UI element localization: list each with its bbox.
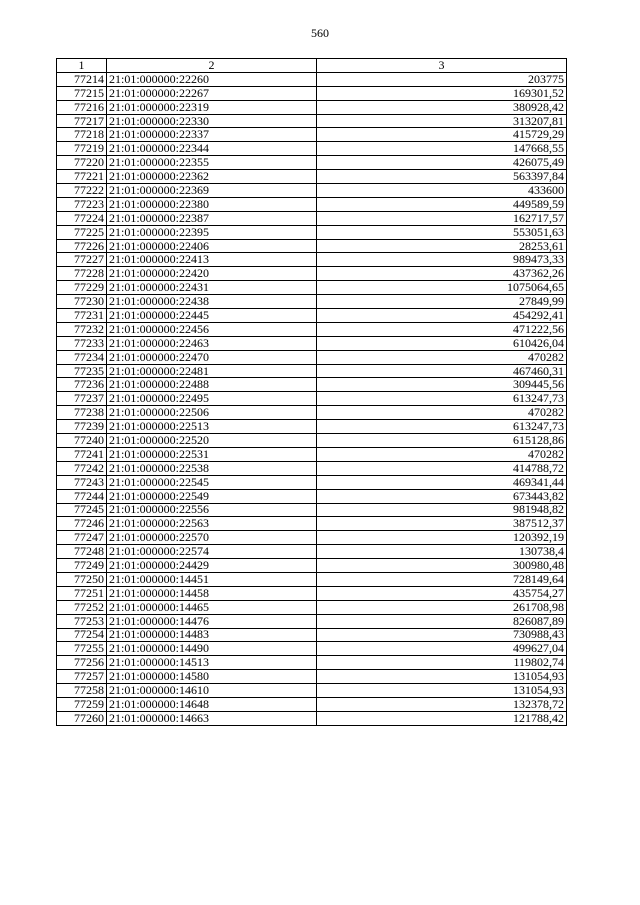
row-number-cell: 77235	[57, 364, 107, 378]
table-row	[57, 267, 567, 281]
row-number-cell: 77244	[57, 489, 107, 503]
row-number-cell: 77223	[57, 197, 107, 211]
cadastral-number-cell: 21:01:000000:22362	[107, 170, 317, 184]
value-cell: 728149,64	[317, 572, 567, 586]
cadastral-number-cell: 21:01:000000:22488	[107, 378, 317, 392]
table-row	[57, 364, 567, 378]
row-number-cell: 77249	[57, 559, 107, 573]
row-number-cell: 77254	[57, 628, 107, 642]
cadastral-number-cell: 21:01:000000:14451	[107, 572, 317, 586]
cadastral-number-cell: 21:01:000000:22570	[107, 531, 317, 545]
cadastral-number-cell: 21:01:000000:22260	[107, 72, 317, 86]
row-number-cell: 77259	[57, 697, 107, 711]
cadastral-number-cell: 21:01:000000:14483	[107, 628, 317, 642]
row-number-cell: 77224	[57, 211, 107, 225]
table-row	[57, 239, 567, 253]
cadastral-number-cell: 21:01:000000:22531	[107, 447, 317, 461]
table-row	[57, 614, 567, 628]
cadastral-number-cell: 21:01:000000:22545	[107, 475, 317, 489]
value-cell: 131054,93	[317, 670, 567, 684]
row-number-cell: 77237	[57, 392, 107, 406]
cadastral-number-cell: 21:01:000000:22369	[107, 184, 317, 198]
cadastral-number-cell: 21:01:000000:22470	[107, 350, 317, 364]
table-row	[57, 406, 567, 420]
value-cell: 615128,86	[317, 434, 567, 448]
cadastral-number-cell: 21:01:000000:22395	[107, 225, 317, 239]
table-row	[57, 711, 567, 725]
cadastral-number-cell: 21:01:000000:14490	[107, 642, 317, 656]
value-cell: 27849,99	[317, 295, 567, 309]
cadastral-number-cell: 21:01:000000:22481	[107, 364, 317, 378]
value-cell: 471222,56	[317, 322, 567, 336]
row-number-cell: 77233	[57, 336, 107, 350]
table-row	[57, 295, 567, 309]
cadastral-number-cell: 21:01:000000:14458	[107, 586, 317, 600]
table-row	[57, 572, 567, 586]
cadastral-number-cell: 21:01:000000:14476	[107, 614, 317, 628]
value-cell: 470282	[317, 350, 567, 364]
table-row	[57, 197, 567, 211]
value-cell: 437362,26	[317, 267, 567, 281]
value-cell: 387512,37	[317, 517, 567, 531]
cadastral-number-cell: 21:01:000000:24429	[107, 559, 317, 573]
value-cell: 454292,41	[317, 309, 567, 323]
value-cell: 613247,73	[317, 392, 567, 406]
table-row	[57, 170, 567, 184]
value-cell: 162717,57	[317, 211, 567, 225]
row-number-cell: 77258	[57, 684, 107, 698]
cadastral-number-cell: 21:01:000000:22420	[107, 267, 317, 281]
table-row	[57, 142, 567, 156]
table-row	[57, 503, 567, 517]
cadastral-number-cell: 21:01:000000:22495	[107, 392, 317, 406]
table-row	[57, 517, 567, 531]
cadastral-number-cell: 21:01:000000:14580	[107, 670, 317, 684]
cadastral-number-cell: 21:01:000000:22549	[107, 489, 317, 503]
value-cell: 132378,72	[317, 697, 567, 711]
value-cell: 563397,84	[317, 170, 567, 184]
value-cell: 989473,33	[317, 253, 567, 267]
row-number-cell: 77255	[57, 642, 107, 656]
cadastral-number-cell: 21:01:000000:14663	[107, 711, 317, 725]
value-cell: 435754,27	[317, 586, 567, 600]
cadastral-number-cell: 21:01:000000:22406	[107, 239, 317, 253]
row-number-cell: 77239	[57, 420, 107, 434]
row-number-cell: 77220	[57, 156, 107, 170]
value-cell: 147668,55	[317, 142, 567, 156]
row-number-cell: 77246	[57, 517, 107, 531]
table-row	[57, 72, 567, 86]
row-number-cell: 77241	[57, 447, 107, 461]
cadastral-number-cell: 21:01:000000:22574	[107, 545, 317, 559]
value-cell: 467460,31	[317, 364, 567, 378]
row-number-cell: 77236	[57, 378, 107, 392]
value-cell: 610426,04	[317, 336, 567, 350]
table-row	[57, 336, 567, 350]
table-row	[57, 559, 567, 573]
table-row	[57, 281, 567, 295]
table-row	[57, 253, 567, 267]
value-cell: 1075064,65	[317, 281, 567, 295]
value-cell: 449589,59	[317, 197, 567, 211]
row-number-cell: 77251	[57, 586, 107, 600]
table-row	[57, 489, 567, 503]
data-table	[56, 58, 567, 726]
value-cell: 313207,81	[317, 114, 567, 128]
cadastral-number-cell: 21:01:000000:22438	[107, 295, 317, 309]
row-number-cell: 77222	[57, 184, 107, 198]
table-row	[57, 434, 567, 448]
cadastral-number-cell: 21:01:000000:22413	[107, 253, 317, 267]
table-row	[57, 392, 567, 406]
row-number-cell: 77214	[57, 72, 107, 86]
cadastral-number-cell: 21:01:000000:22380	[107, 197, 317, 211]
row-number-cell: 77230	[57, 295, 107, 309]
column-header-2: 2	[107, 59, 317, 73]
table-row	[57, 128, 567, 142]
row-number-cell: 77247	[57, 531, 107, 545]
row-number-cell: 77217	[57, 114, 107, 128]
row-number-cell: 77253	[57, 614, 107, 628]
row-number-cell: 77226	[57, 239, 107, 253]
cadastral-number-cell: 21:01:000000:22563	[107, 517, 317, 531]
value-cell: 414788,72	[317, 461, 567, 475]
value-cell: 433600	[317, 184, 567, 198]
value-cell: 426075,49	[317, 156, 567, 170]
table-row	[57, 184, 567, 198]
cadastral-number-cell: 21:01:000000:22556	[107, 503, 317, 517]
row-number-cell: 77245	[57, 503, 107, 517]
row-number-cell: 77231	[57, 309, 107, 323]
table-row	[57, 600, 567, 614]
cadastral-number-cell: 21:01:000000:22337	[107, 128, 317, 142]
row-number-cell: 77216	[57, 100, 107, 114]
value-cell: 469341,44	[317, 475, 567, 489]
cadastral-number-cell: 21:01:000000:14648	[107, 697, 317, 711]
row-number-cell: 77257	[57, 670, 107, 684]
value-cell: 981948,82	[317, 503, 567, 517]
row-number-cell: 77250	[57, 572, 107, 586]
table-row	[57, 670, 567, 684]
cadastral-number-cell: 21:01:000000:22330	[107, 114, 317, 128]
value-cell: 261708,98	[317, 600, 567, 614]
cadastral-number-cell: 21:01:000000:22513	[107, 420, 317, 434]
row-number-cell: 77218	[57, 128, 107, 142]
value-cell: 673443,82	[317, 489, 567, 503]
value-cell: 131054,93	[317, 684, 567, 698]
value-cell: 119802,74	[317, 656, 567, 670]
row-number-cell: 77242	[57, 461, 107, 475]
cadastral-number-cell: 21:01:000000:22456	[107, 322, 317, 336]
page-number: 560	[311, 26, 329, 40]
value-cell: 28253,61	[317, 239, 567, 253]
column-header-1: 1	[57, 59, 107, 73]
row-number-cell: 77228	[57, 267, 107, 281]
cadastral-number-cell: 21:01:000000:22520	[107, 434, 317, 448]
table-row	[57, 100, 567, 114]
table-row	[57, 684, 567, 698]
table-row	[57, 322, 567, 336]
table-row	[57, 86, 567, 100]
cadastral-number-cell: 21:01:000000:14465	[107, 600, 317, 614]
row-number-cell: 77229	[57, 281, 107, 295]
table-row	[57, 531, 567, 545]
row-number-cell: 77243	[57, 475, 107, 489]
cadastral-number-cell: 21:01:000000:22344	[107, 142, 317, 156]
cadastral-number-cell: 21:01:000000:14610	[107, 684, 317, 698]
table-row	[57, 309, 567, 323]
cadastral-number-cell: 21:01:000000:22431	[107, 281, 317, 295]
row-number-cell: 77248	[57, 545, 107, 559]
table-row	[57, 114, 567, 128]
row-number-cell: 77238	[57, 406, 107, 420]
value-cell: 499627,04	[317, 642, 567, 656]
table-row	[57, 447, 567, 461]
cadastral-number-cell: 21:01:000000:22445	[107, 309, 317, 323]
value-cell: 120392,19	[317, 531, 567, 545]
table-row	[57, 545, 567, 559]
value-cell: 826087,89	[317, 614, 567, 628]
value-cell: 309445,56	[317, 378, 567, 392]
value-cell: 203775	[317, 72, 567, 86]
row-number-cell: 77232	[57, 322, 107, 336]
table-header-row	[57, 59, 567, 73]
cadastral-number-cell: 21:01:000000:14513	[107, 656, 317, 670]
cadastral-number-cell: 21:01:000000:22506	[107, 406, 317, 420]
row-number-cell: 77260	[57, 711, 107, 725]
cadastral-number-cell: 21:01:000000:22319	[107, 100, 317, 114]
row-number-cell: 77240	[57, 434, 107, 448]
value-cell: 121788,42	[317, 711, 567, 725]
value-cell: 553051,63	[317, 225, 567, 239]
row-number-cell: 77219	[57, 142, 107, 156]
table-row	[57, 475, 567, 489]
value-cell: 613247,73	[317, 420, 567, 434]
cadastral-number-cell: 21:01:000000:22267	[107, 86, 317, 100]
cadastral-number-cell: 21:01:000000:22538	[107, 461, 317, 475]
table-row	[57, 461, 567, 475]
row-number-cell: 77215	[57, 86, 107, 100]
cadastral-number-cell: 21:01:000000:22387	[107, 211, 317, 225]
value-cell: 169301,52	[317, 86, 567, 100]
value-cell: 470282	[317, 406, 567, 420]
table-row	[57, 350, 567, 364]
table-row	[57, 211, 567, 225]
row-number-cell: 77252	[57, 600, 107, 614]
row-number-cell: 77234	[57, 350, 107, 364]
table-row	[57, 586, 567, 600]
cadastral-number-cell: 21:01:000000:22463	[107, 336, 317, 350]
row-number-cell: 77221	[57, 170, 107, 184]
row-number-cell: 77225	[57, 225, 107, 239]
table-body	[57, 72, 567, 725]
table-row	[57, 156, 567, 170]
value-cell: 730988,43	[317, 628, 567, 642]
table-row	[57, 697, 567, 711]
table-row	[57, 656, 567, 670]
value-cell: 470282	[317, 447, 567, 461]
table-row	[57, 378, 567, 392]
value-cell: 300980,48	[317, 559, 567, 573]
value-cell: 415729,29	[317, 128, 567, 142]
table-row	[57, 225, 567, 239]
table-row	[57, 628, 567, 642]
row-number-cell: 77227	[57, 253, 107, 267]
cadastral-number-cell: 21:01:000000:22355	[107, 156, 317, 170]
row-number-cell: 77256	[57, 656, 107, 670]
table-row	[57, 420, 567, 434]
table-row	[57, 642, 567, 656]
column-header-3: 3	[317, 59, 567, 73]
value-cell: 380928,42	[317, 100, 567, 114]
value-cell: 130738,4	[317, 545, 567, 559]
